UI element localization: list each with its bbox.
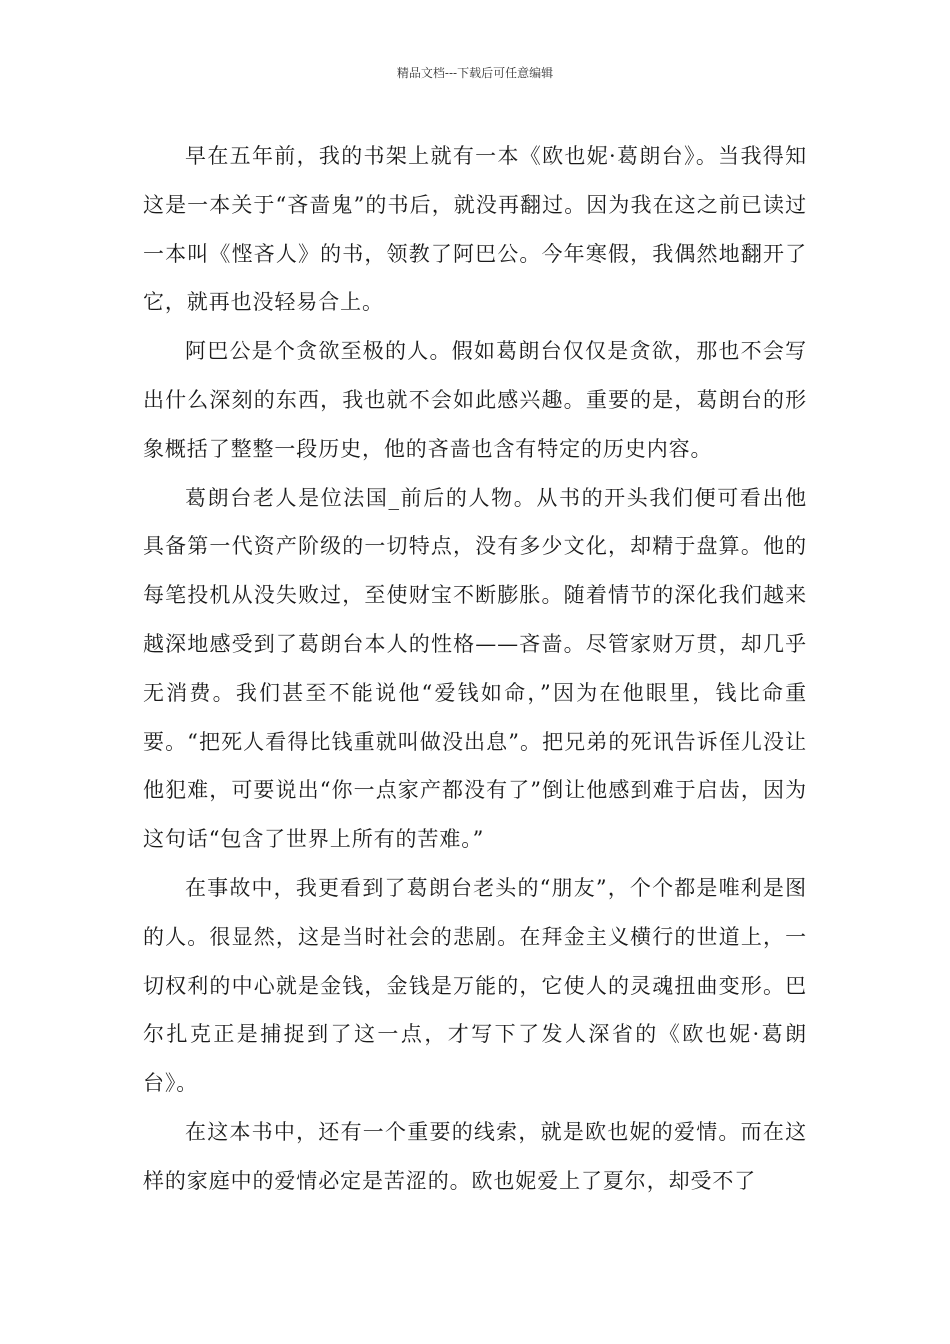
paragraph-2: 阿巴公是个贪欲至极的人。假如葛朗台仅仅是贪欲，那也不会写出什么深刻的东西，我也就不会如此感兴趣。重要的是，葛朗台的形象概括了整整一段历史，他的吝啬也含有特定的历史内容。 — [143, 339, 807, 461]
paragraph-1: 早在五年前，我的书架上就有一本《欧也妮·葛朗台》。当我得知这是一本关于“吝啬鬼”的书后，就没再翻过。因为我在这之前已读过一本叫《悭吝人》的书，领教了阿巴公。今年寒假，我偶然地翻开了它，就再也没轻易合上。 — [143, 144, 807, 315]
page-header: 精品文档---下载后可任意编辑 — [396, 66, 554, 80]
paragraph-3: 葛朗台老人是位法国_前后的人物。从书的开头我们便可看出他具备第一代资产阶级的一切特点，没有多少文化，却精于盘算。他的每笔投机从没失败过，至使财宝不断膨胀。随着情节的深化我们越来越深地感受到了葛朗台本人的性格——吝啬。尽管家财万贯，却几乎无消费。我们甚至不能说他“爱钱如命，”因为在他眼里，钱比命重要。“把死人看得比钱重就叫做没出息”。把兄弟的死讯告诉侄儿没让他犯难，可要说出“你一点家产都没有了”倒让他感到难于启齿，因为这句话“包含了世界上所有的苦难。” — [143, 485, 807, 852]
paragraph-5: 在这本书中，还有一个重要的线索，就是欧也妮的爱情。而在这样的家庭中的爱情必定是苦涩的。欧也妮爱上了夏尔，却受不了 — [143, 1119, 807, 1193]
document-body — [143, 132, 807, 1206]
paragraph-4: 在事故中，我更看到了葛朗台老头的“朋友”，个个都是唯利是图的人。很显然，这是当时社会的悲剧。在拜金主义横行的世道上，一切权利的中心就是金钱，金钱是万能的，它使人的灵魂扭曲变形。巴尔扎克正是捕捉到了这一点，才写下了发人深省的《欧也妮·葛朗台》。 — [143, 875, 807, 1096]
